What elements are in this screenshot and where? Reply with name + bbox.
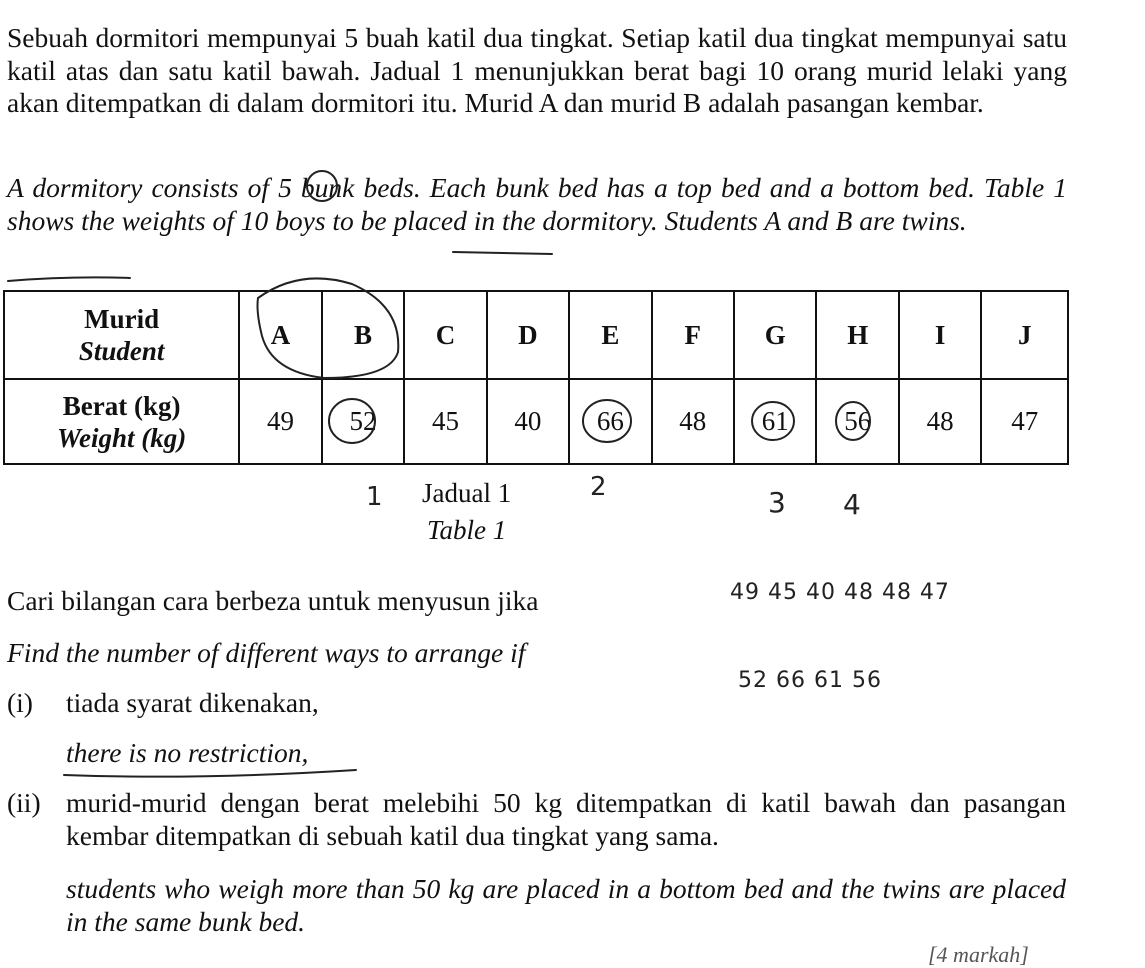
student-row-label (4, 291, 239, 379)
handwritten-number-1: 1 (366, 482, 384, 512)
handwritten-number-4: 4 (843, 488, 862, 521)
weight-cell: 49 (239, 379, 321, 464)
student-label-english: Student (78, 336, 165, 366)
caption-malay: Jadual 1 (422, 478, 512, 508)
part-i-malay: tiada syarat dikenakan, (66, 687, 319, 718)
ink-underline-twins (8, 277, 130, 281)
student-row (4, 291, 1068, 379)
paragraph-english: A dormitory consists of 5 bunk beds. Each bunk bed has a top bed and a bottom bed. Table 1 shows the weights of 10 boys to be placed in the dormitory. Students A and B are twins. (7, 172, 1067, 236)
marks-label: [4 markah] (928, 942, 1029, 967)
weight-cell: 45 (404, 379, 486, 464)
weight-cell: 66 (569, 379, 651, 464)
handwritten-number-3: 3 (768, 486, 787, 519)
student-cell: H (816, 291, 898, 379)
student-cell: A (239, 291, 321, 379)
question-intro-english: Find the number of different ways to arrange if (7, 637, 526, 668)
part-i-english: there is no restriction, (66, 737, 309, 768)
weights-table (3, 290, 1069, 465)
student-cell: B (322, 291, 404, 379)
student-cell: D (487, 291, 569, 379)
part-ii-label: (ii) (7, 787, 41, 818)
part-ii-english: students who weigh more than 50 kg are placed in a bottom bed and the twins are placed in the same bunk bed. (66, 873, 1066, 937)
student-cell: F (652, 291, 734, 379)
question-intro-malay: Cari bilangan cara berbeza untuk menyusun jika (7, 585, 539, 616)
weight-cell: 56 (816, 379, 898, 464)
weight-cell: 47 (981, 379, 1068, 464)
student-cell: E (569, 291, 651, 379)
student-cell: I (899, 291, 981, 379)
part-ii-malay: murid-murid dengan berat melebihi 50 kg ditempatkan di katil bawah dan pasangan kembar ditempatkan di sebuah katil dua tingkat yang sama. (66, 787, 1066, 851)
handwritten-light-weights: 49 45 40 48 48 47 (730, 580, 950, 605)
handwritten-heavy-weights: 52 66 61 56 (738, 668, 882, 693)
student-cell: C (404, 291, 486, 379)
paragraph-malay: Sebuah dormitori mempunyai 5 buah katil dua tingkat. Setiap katil dua tingkat mempunyai satu katil atas dan satu katil bawah. Jadual 1 menunjukkan berat bagi 10 orang murid lelaki yang akan ditempatkan di dalam dormitori itu. Murid A dan murid B adalah pasangan kembar. (7, 22, 1067, 118)
weight-row-label (4, 379, 239, 464)
part-i-label: (i) (7, 687, 33, 718)
ink-underline-boys (453, 252, 552, 254)
weight-row (4, 379, 1068, 464)
weight-cell: 61 (734, 379, 816, 464)
weight-cell: 48 (652, 379, 734, 464)
weight-cell: 40 (487, 379, 569, 464)
weight-cell: 52 (322, 379, 404, 464)
student-cell: G (734, 291, 816, 379)
handwritten-number-2: 2 (590, 472, 608, 502)
weight-label-english: Weight (kg) (57, 422, 187, 453)
ink-underline-restriction (64, 770, 356, 777)
weight-label-malay: Berat (kg) (62, 390, 181, 421)
student-cell: J (981, 291, 1068, 379)
caption-english: Table 1 (427, 515, 507, 545)
weight-cell: 48 (899, 379, 981, 464)
student-label-malay: Murid (84, 304, 160, 334)
